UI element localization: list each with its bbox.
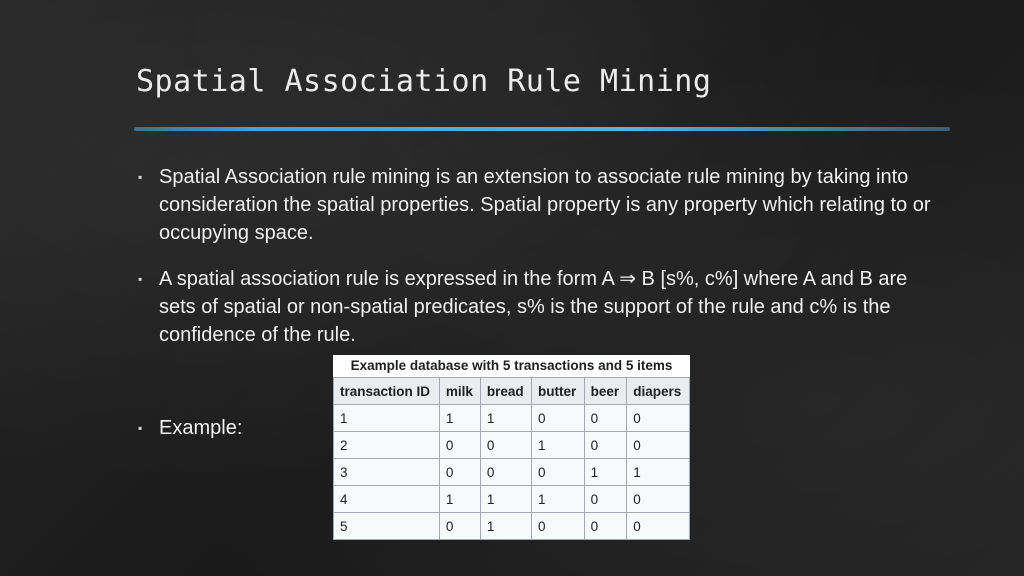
table-caption: Example database with 5 transactions and 5 items [333, 355, 690, 377]
bullet-item-rule-form [136, 265, 936, 349]
table-cell: 1 [480, 405, 531, 432]
table-header-row [334, 378, 690, 405]
bullet-icon: ▪ [138, 170, 143, 184]
bullet-icon: ▪ [138, 272, 143, 286]
table-cell: 1 [532, 432, 585, 459]
title-underline [134, 127, 950, 131]
table-row [334, 405, 690, 432]
table-cell: 0 [439, 513, 480, 540]
table-cell: 0 [627, 405, 690, 432]
table-cell: 5 [334, 513, 440, 540]
table-cell: 0 [627, 486, 690, 513]
bullet-icon: ▪ [138, 421, 143, 435]
slide-title: Spatial Association Rule Mining [136, 64, 712, 99]
table-cell: 0 [584, 513, 627, 540]
bullet-item-example [136, 414, 242, 442]
table-cell: 0 [584, 405, 627, 432]
table-row [334, 486, 690, 513]
bullet-text: A spatial association rule is expressed in the form A ⇒ B [s%, c%] where A and B are sets of spatial or non-spatial predicates, s% is the support of the rule and c% is the confidence of the rule. [159, 268, 908, 346]
bullet-item-definition [136, 163, 936, 247]
table-cell: 1 [439, 405, 480, 432]
transactions-table [333, 377, 690, 540]
header-butter: butter [532, 378, 585, 405]
table-cell: 0 [532, 459, 585, 486]
table-cell: 4 [334, 486, 440, 513]
table-cell: 0 [439, 432, 480, 459]
table-cell: 2 [334, 432, 440, 459]
example-label: Example: [159, 417, 243, 439]
table-cell: 3 [334, 459, 440, 486]
example-database-table [333, 355, 690, 540]
table-cell: 1 [334, 405, 440, 432]
header-milk: milk [439, 378, 480, 405]
table-cell: 0 [480, 432, 531, 459]
header-transaction-id: transaction ID [334, 378, 440, 405]
table-row [334, 513, 690, 540]
table-cell: 0 [439, 459, 480, 486]
table-row [334, 432, 690, 459]
table-cell: 0 [584, 432, 627, 459]
table-cell: 0 [532, 513, 585, 540]
table-cell: 1 [584, 459, 627, 486]
table-cell: 1 [480, 513, 531, 540]
table-cell: 0 [584, 486, 627, 513]
table-cell: 0 [480, 459, 531, 486]
header-bread: bread [480, 378, 531, 405]
table-cell: 1 [480, 486, 531, 513]
table-cell: 0 [532, 405, 585, 432]
header-diapers: diapers [627, 378, 690, 405]
table-cell: 0 [627, 432, 690, 459]
table-cell: 1 [532, 486, 585, 513]
table-cell: 0 [627, 513, 690, 540]
header-beer: beer [584, 378, 627, 405]
table-cell: 1 [627, 459, 690, 486]
bullet-list [136, 163, 936, 367]
table-row [334, 459, 690, 486]
table-cell: 1 [439, 486, 480, 513]
bullet-text: Spatial Association rule mining is an extension to associate rule mining by taking into consideration the spatial properties. Spatial property is any property which relating to or occupying space. [159, 166, 931, 244]
